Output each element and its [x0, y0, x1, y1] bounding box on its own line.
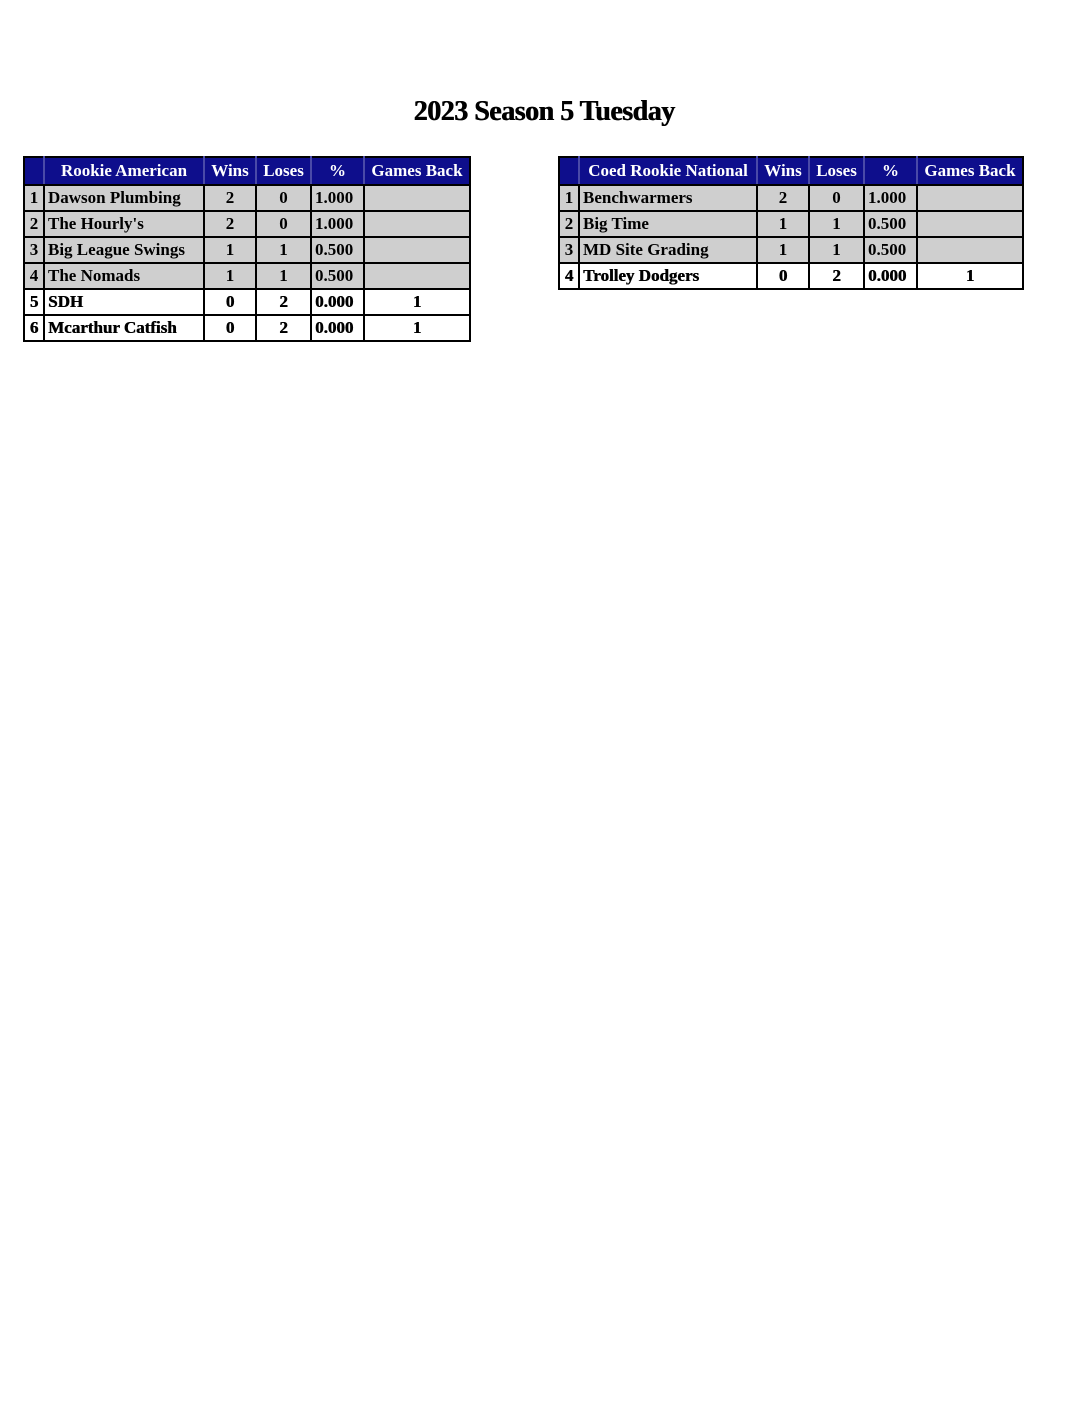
wins-cell: 0: [204, 289, 256, 315]
team-cell: The Hourly's: [44, 211, 204, 237]
pct-cell: 0.500: [864, 237, 917, 263]
games-back-cell: [917, 237, 1023, 263]
loses-cell: 1: [256, 237, 311, 263]
games-back-column-header: Games Back: [364, 157, 470, 185]
team-cell: MD Site Grading: [579, 237, 757, 263]
team-cell: The Nomads: [44, 263, 204, 289]
rank-cell: 4: [559, 263, 579, 289]
games-back-cell: [364, 263, 470, 289]
loses-cell: 1: [809, 211, 864, 237]
rank-cell: 3: [24, 237, 44, 263]
table-row: [24, 315, 470, 341]
rank-cell: 4: [24, 263, 44, 289]
loses-column-header: Loses: [256, 157, 311, 185]
pct-cell: 0.500: [311, 237, 364, 263]
loses-cell: 0: [256, 211, 311, 237]
loses-cell: 2: [256, 315, 311, 341]
wins-column-header: Wins: [757, 157, 809, 185]
pct-column-header: %: [864, 157, 917, 185]
rank-cell: 2: [559, 211, 579, 237]
division-column-header: Coed Rookie National: [579, 157, 757, 185]
wins-cell: 0: [757, 263, 809, 289]
team-cell: Big League Swings: [44, 237, 204, 263]
table-row: [24, 237, 470, 263]
pct-cell: 0.000: [864, 263, 917, 289]
pct-cell: 0.000: [311, 289, 364, 315]
rank-column-header: [559, 157, 579, 185]
standings-table-coed-rookie-national: [558, 156, 1024, 290]
table-header-row: [24, 157, 470, 185]
loses-cell: 0: [256, 185, 311, 211]
team-cell: Mcarthur Catfish: [44, 315, 204, 341]
loses-cell: 1: [256, 263, 311, 289]
games-back-cell: [364, 185, 470, 211]
wins-column-header: Wins: [204, 157, 256, 185]
division-column-header: Rookie American: [44, 157, 204, 185]
page-title: 2023 Season 5 Tuesday: [413, 96, 675, 127]
wins-cell: 1: [204, 263, 256, 289]
pct-cell: 1.000: [311, 185, 364, 211]
team-cell: SDH: [44, 289, 204, 315]
team-cell: Big Time: [579, 211, 757, 237]
table-row: [24, 263, 470, 289]
pct-cell: 1.000: [864, 185, 917, 211]
pct-cell: 0.000: [311, 315, 364, 341]
team-cell: Benchwarmers: [579, 185, 757, 211]
games-back-cell: [364, 211, 470, 237]
rank-cell: 5: [24, 289, 44, 315]
wins-cell: 1: [757, 211, 809, 237]
rank-cell: 6: [24, 315, 44, 341]
rank-column-header: [24, 157, 44, 185]
table-row: [559, 185, 1023, 211]
table-header-row: [559, 157, 1023, 185]
wins-cell: 0: [204, 315, 256, 341]
loses-cell: 0: [809, 185, 864, 211]
rank-cell: 3: [559, 237, 579, 263]
table-row: [559, 211, 1023, 237]
loses-cell: 1: [809, 237, 864, 263]
games-back-cell: [917, 211, 1023, 237]
wins-cell: 1: [204, 237, 256, 263]
games-back-column-header: Games Back: [917, 157, 1023, 185]
table-row: [559, 237, 1023, 263]
loses-cell: 2: [809, 263, 864, 289]
standings-table-rookie-american: [23, 156, 471, 342]
team-cell: Dawson Plumbing: [44, 185, 204, 211]
table-row: [559, 263, 1023, 289]
pct-cell: 0.500: [864, 211, 917, 237]
rank-cell: 2: [24, 211, 44, 237]
games-back-cell: 1: [364, 289, 470, 315]
games-back-cell: 1: [364, 315, 470, 341]
pct-cell: 0.500: [311, 263, 364, 289]
rank-cell: 1: [559, 185, 579, 211]
wins-cell: 2: [757, 185, 809, 211]
loses-column-header: Loses: [809, 157, 864, 185]
table-row: [24, 185, 470, 211]
wins-cell: 2: [204, 211, 256, 237]
games-back-cell: 1: [917, 263, 1023, 289]
wins-cell: 2: [204, 185, 256, 211]
rank-cell: 1: [24, 185, 44, 211]
table-row: [24, 211, 470, 237]
team-cell: Trolley Dodgers: [579, 263, 757, 289]
table-row: [24, 289, 470, 315]
pct-cell: 1.000: [311, 211, 364, 237]
games-back-cell: [917, 185, 1023, 211]
wins-cell: 1: [757, 237, 809, 263]
pct-column-header: %: [311, 157, 364, 185]
loses-cell: 2: [256, 289, 311, 315]
games-back-cell: [364, 237, 470, 263]
